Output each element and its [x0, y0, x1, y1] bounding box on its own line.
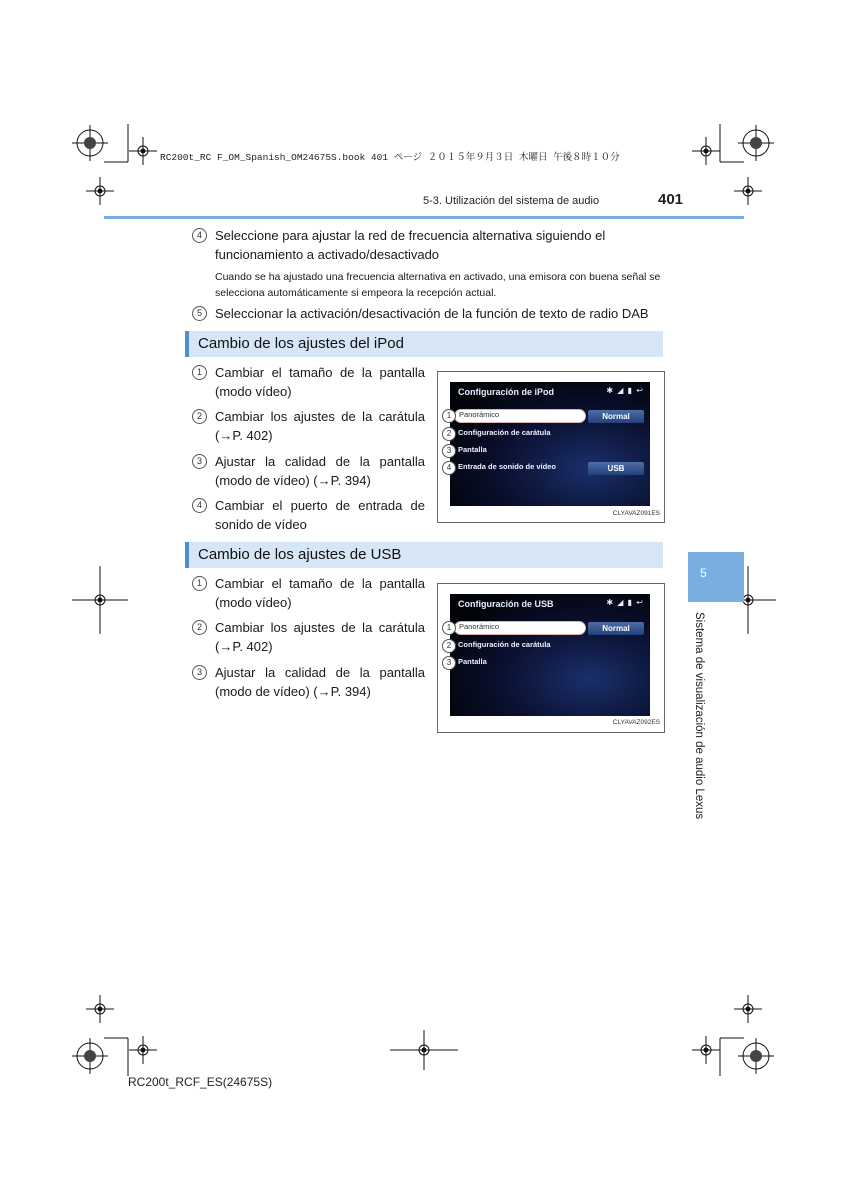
list-item [192, 363, 425, 401]
section-heading-text: Cambio de los ajustes del iPod [198, 335, 404, 352]
item-text: Cambiar los ajustes de la carátula (→P. 402) [215, 620, 425, 654]
item-number: 3 [192, 454, 207, 469]
item-number: 2 [192, 409, 207, 424]
value-button[interactable]: USB [588, 462, 644, 475]
item-number: 3 [192, 665, 207, 680]
list-item [192, 226, 662, 264]
menu-row-panoramico[interactable]: Panorámico [454, 621, 586, 635]
callout-number: 3 [442, 444, 456, 458]
page-number: 401 [658, 191, 684, 208]
list-item [192, 407, 425, 445]
list-item [192, 304, 662, 323]
list-item [192, 452, 425, 490]
list-item [192, 663, 425, 701]
item-number: 5 [192, 306, 207, 321]
list-item [192, 618, 425, 656]
usb-screen [450, 594, 650, 716]
screen-title: Configuración de iPod [458, 387, 554, 397]
callout-number: 2 [442, 427, 456, 441]
menu-row-entrada-sonido[interactable]: Entrada de sonido de vídeo [458, 462, 556, 471]
print-info-line: RC200t_RC F_OM_Spanish_OM24675S.book 401 ページ ２０１５年９月３日 木曜日 午後８時１０分 [160, 152, 620, 163]
chapter-title-vertical: Sistema de visualización de audio Lexus [693, 612, 705, 820]
callout-number: 3 [442, 656, 456, 670]
status-icons: ✱ ◢ ▮ ↩ [606, 598, 644, 607]
item-text: Ajustar la calidad de la pantalla (modo de vídeo) (→P. 394) [215, 454, 425, 488]
section-heading-text: Cambio de los ajustes de USB [198, 546, 402, 563]
item-text: Cambiar el puerto de entrada de sonido de vídeo [215, 498, 425, 532]
section-heading-usb [185, 542, 663, 568]
callout-number: 1 [442, 409, 456, 423]
menu-row-pantalla[interactable]: Pantalla [458, 445, 487, 454]
item-number: 4 [192, 498, 207, 513]
menu-row-caratula[interactable]: Configuración de carátula [458, 428, 551, 437]
menu-row-panoramico[interactable]: Panorámico [454, 409, 586, 423]
item-text: Ajustar la calidad de la pantalla (modo de vídeo) (→P. 394) [215, 665, 425, 699]
list-item [192, 574, 425, 612]
callout-number: 2 [442, 639, 456, 653]
item-text: Cambiar el tamaño de la pantalla (modo vídeo) [215, 365, 425, 399]
figure-code: CLYAVAZ092ES [612, 719, 660, 726]
chapter-number: 5 [700, 566, 707, 580]
header-section-title: 5-3. Utilización del sistema de audio [423, 195, 600, 207]
note-text: Cuando se ha ajustado una frecuencia alternativa en activado, una emisora con buena señal se selecciona automáticamente si empeora la recepción actual. [215, 271, 661, 299]
item-number: 4 [192, 228, 207, 243]
value-button[interactable]: Normal [588, 410, 644, 423]
callout-number: 1 [442, 621, 456, 635]
callout-number: 4 [442, 461, 456, 475]
ipod-settings-screenshot [437, 371, 665, 523]
figure-code: CLYAVAZ091ES [612, 510, 660, 517]
chapter-tab [688, 552, 744, 602]
menu-row-pantalla[interactable]: Pantalla [458, 657, 487, 666]
usb-settings-screenshot [437, 583, 665, 733]
item-number: 1 [192, 576, 207, 591]
item-number: 2 [192, 620, 207, 635]
item-text: Seleccionar la activación/desactivación de la función de texto de radio DAB [215, 306, 649, 321]
item-text: Cambiar el tamaño de la pantalla (modo vídeo) [215, 576, 425, 610]
status-icons: ✱ ◢ ▮ ↩ [606, 386, 644, 395]
screen-title: Configuración de USB [458, 599, 554, 609]
ipod-screen [450, 382, 650, 506]
menu-row-caratula[interactable]: Configuración de carátula [458, 640, 551, 649]
footer-code: RC200t_RCF_ES(24675S) [128, 1075, 273, 1089]
section-heading-ipod [185, 331, 663, 357]
value-button[interactable]: Normal [588, 622, 644, 635]
item-text: Cambiar los ajustes de la carátula (→P. 402) [215, 409, 425, 443]
header-rule [104, 216, 744, 219]
item-number: 1 [192, 365, 207, 380]
item-text: Seleccione para ajustar la red de frecuencia alternativa siguiendo el funcionamiento a activado/desactivado [215, 228, 606, 262]
list-item [192, 496, 425, 534]
